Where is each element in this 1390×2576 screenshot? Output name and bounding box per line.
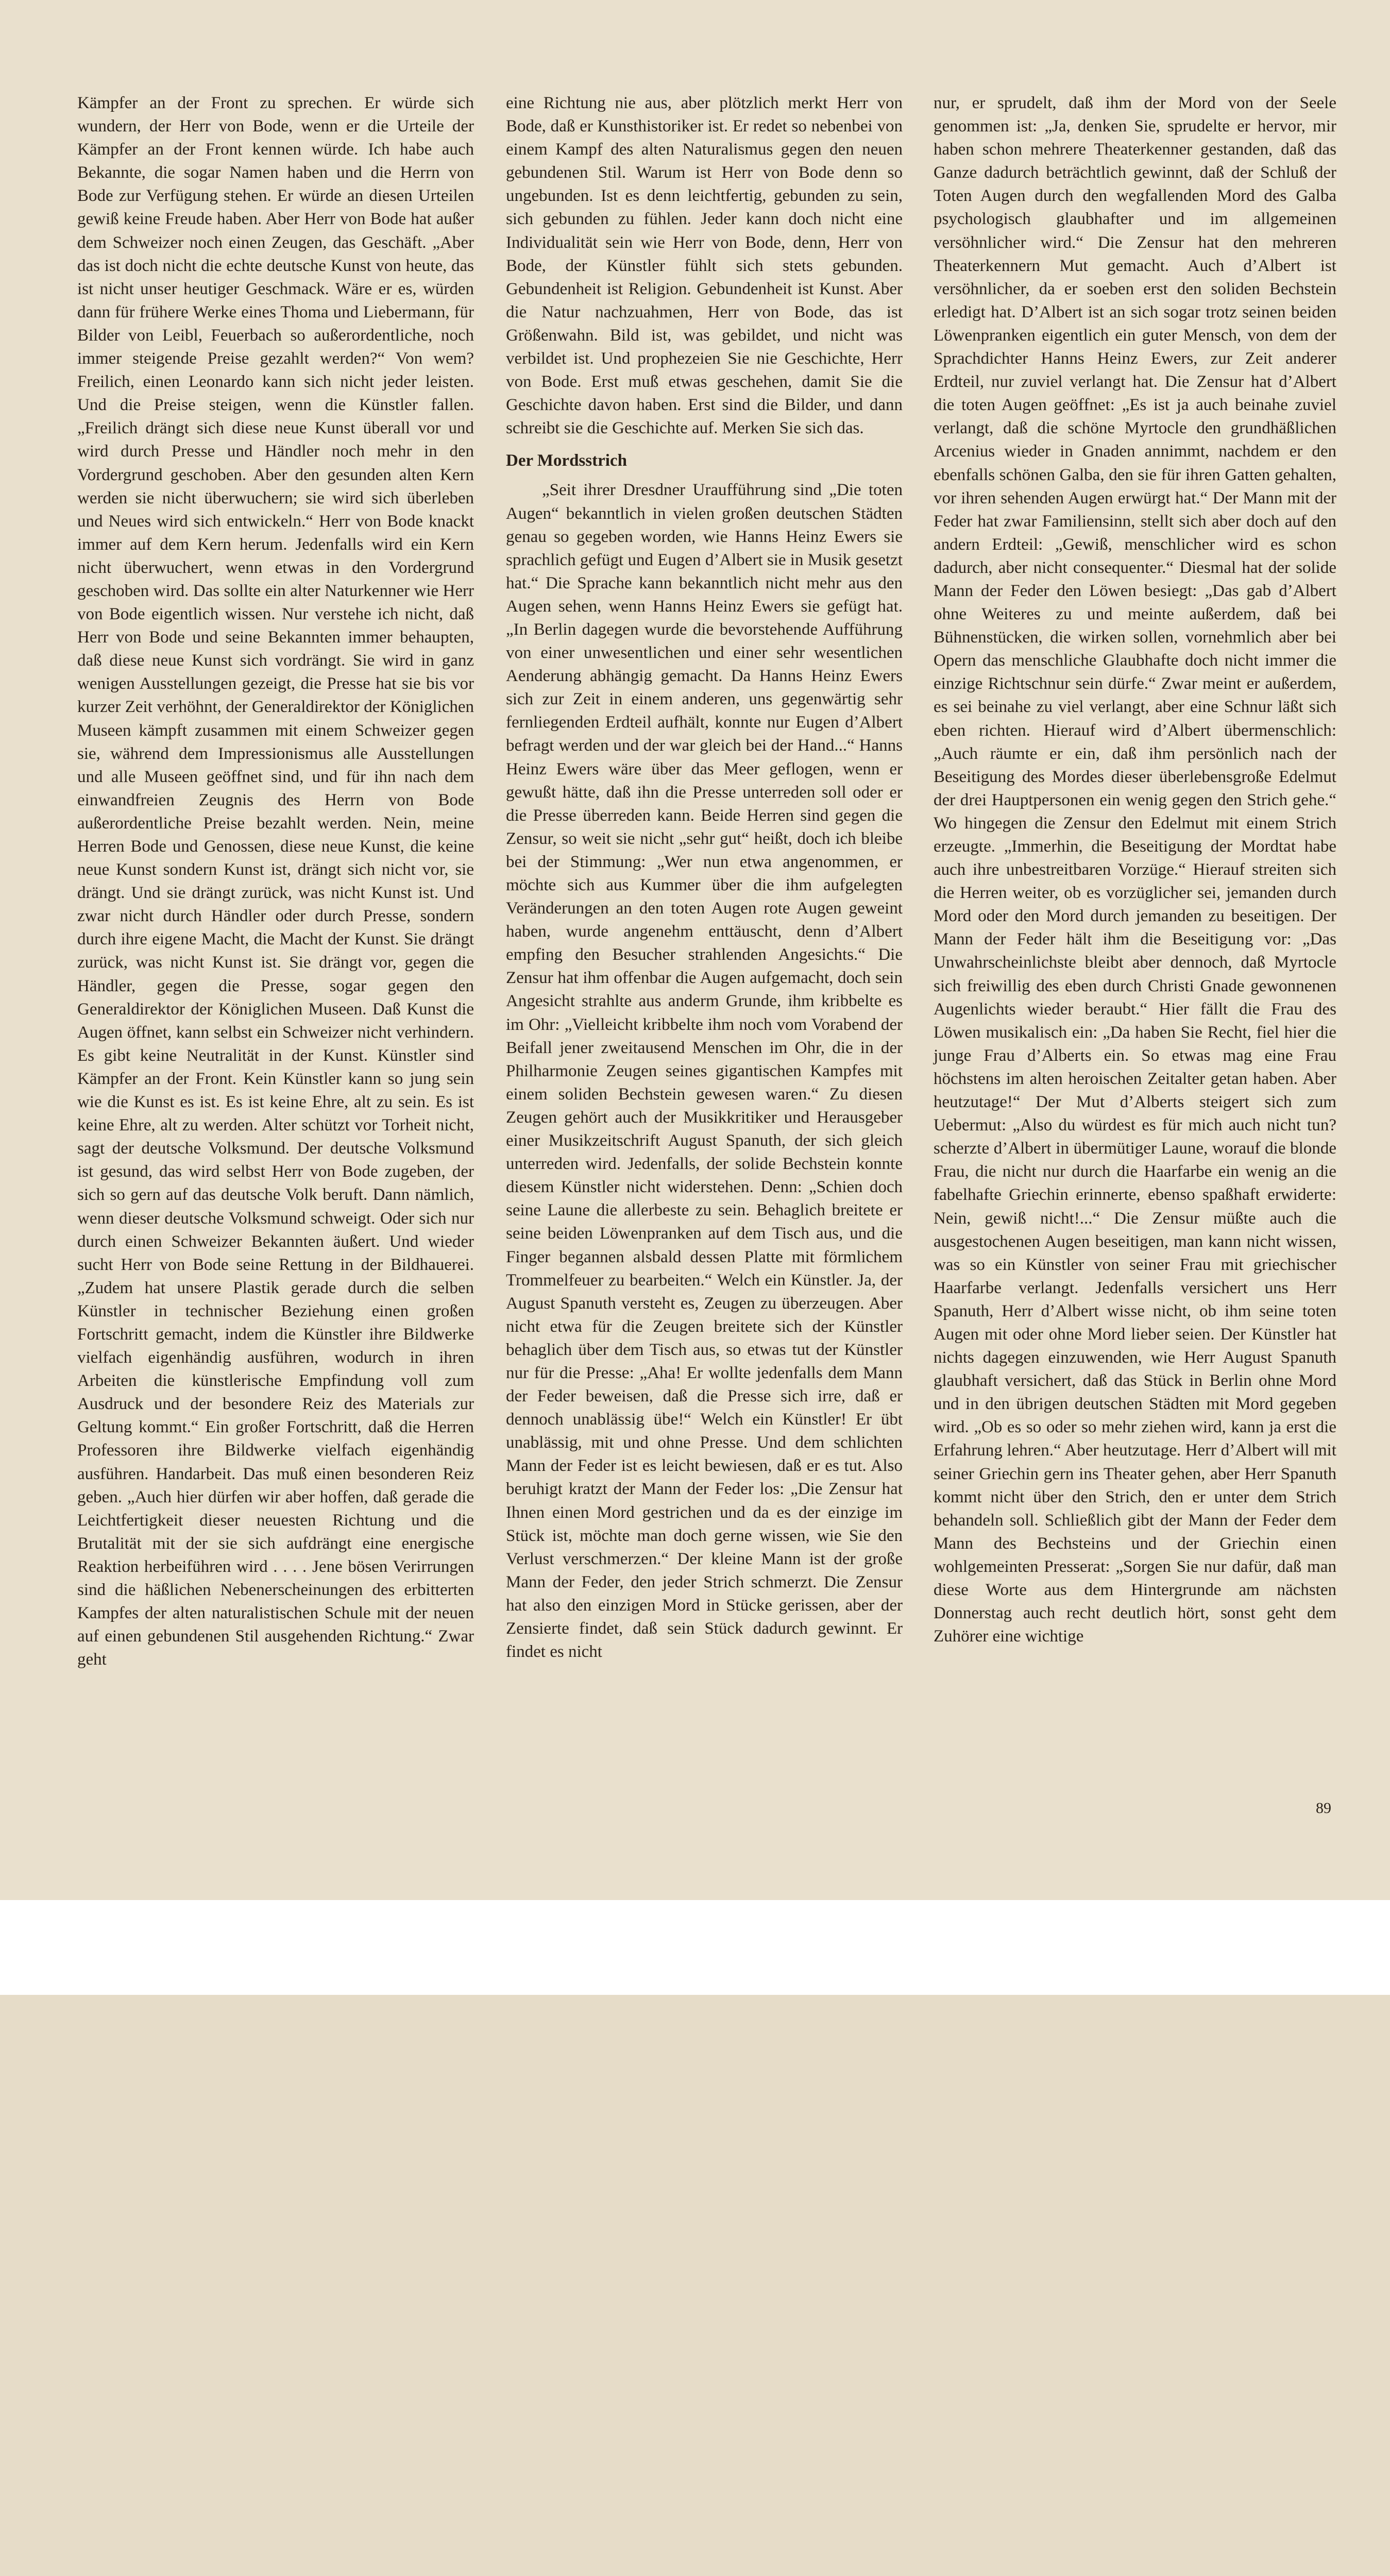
paragraph: Kämpfer an der Front zu sprechen. Er würde sich wundern, der Herr von Bode, wenn er die Urteile der Kämpfer an der Front kennen würde. Ich habe auch Bekannte, die sogar Namen haben und die Herrn von Bode zur Verfügung stehen. Er würde an diesen Urteilen gewiß keine Freude haben. Aber Herr von Bode hat außer dem Schweizer noch einen Zeugen, das Geschäft. „Aber das ist doch nicht die echte deutsche Kunst von heute, das ist nicht unser heutiger Geschmack. Wäre er es, würden dann für frühere Werke eines Thoma und Liebermann, für Bilder von Leibl, Feuerbach so außerordentliche, noch immer steigende Preise gezahlt werden?“ Von wem? Freilich, einen Leonardo kann sich nicht jeder leisten. Und die Preise steigen, wenn die Künstler fallen. „Freilich drängt sich diese neue Kunst überall vor und wird durch Presse und Händler noch mehr in den Vordergrund geschoben. Aber den gesunden alten Kern werden sie nicht überwuchern; sie wird sich überleben und Neues wird sich entwickeln.“ Herr von Bode knackt immer auf dem Kern herum. Jedenfalls wird ein Kern nicht überwuchert, wenn etwas in den Vordergrund geschoben wird. Das sollte ein alter Naturkenner wie Herr von Bode eigentlich wissen. Nur verstehe ich nicht, daß Herr von Bode und seine Bekannten immer behaupten, daß diese neue Kunst sich vordrängt. Sie wird in ganz wenigen Ausstellungen gezeigt, die Presse hat sie bis vor kurzer Zeit verhöhnt, der Generaldirektor der Königlichen Museen kämpft zusammen mit einem Schweizer gegen sie, während dem Impressionismus alle Ausstellungen und alle Museen geöffnet sind, und für ihn nach dem einwandfreien Zeugnis des Herrn von Bode außerordentliche Preise bezahlt werden. Nein, meine Herren Bode und Genossen, diese neue Kunst, die keine neue Kunst sondern Kunst ist, drängt sich nicht vor, sie drängt. Und sie drängt zurück, was nicht Kunst ist. Und zwar nicht durch Händler oder durch Presse, sondern durch ihre eigene Macht, die Macht der Kunst. Sie drängt zurück, was nicht Kunst ist. Sie drängt vor, gegen die Händler, gegen die Presse, sogar gegen den Generaldirektor der Königlichen Museen. Daß Kunst die Augen öffnet, kann selbst ein Schweizer nicht verhindern. Es gibt keine Neutralität in der Kunst. Künstler sind Kämpfer an der Front. Kein Künstler kann so jung sein wie die Kunst es ist. Es ist keine Ehre, alt zu sein. Es ist keine Ehre, alt zu werden. Alter schützt vor Torheit nicht, sagt der deutsche Volksmund. Der deutsche Volksmund ist gesund, das wird selbst Herr von Bode zugeben, der sich so gern auf das deutsche Volk beruft. Dann nämlich, wenn dieser deutsche Volksmund schweigt. Oder sich nur durch einen Schweizer Bekannten äußert. Und wieder sucht Herr von Bode seine Rettung in der Bildhauerei. „Zudem hat unsere Plastik gerade durch die selben Künstler in technischer Beziehung einen großen Fortschritt gemacht, indem die Künstler ihre Bildwerke vielfach eigenhändig ausführen, wodurch in ihren Arbeiten die künstlerische Empfindung voll zum Ausdruck und der besondere Reiz des Materials zur Geltung kommt.“ Ein großer Fortschritt, daß die Herren Professoren ihre Bildwerke vielfach eigenhändig ausführen. Handarbeit. Das muß einen besonderen Reiz geben. „Auch hier dürfen wir aber hoffen, daß gerade die Leichtfertigkeit dieser neuesten Richtung und die Brutalität mit der sie sich aufdrängt eine energische Reaktion herbeiführen wird . . . . Jene bösen Verirrungen sind die häßlichen Nebenerscheinungen des erbitterten Kampfes der alten naturalistischen Schule mit der neuen auf einen gebundenen Stil ausgehenden Richtung.“ Zwar geht	[77, 94, 474, 1669]
text-column-1	[77, 92, 474, 1671]
page-number: 89	[1316, 1800, 1331, 1817]
paragraph: eine Richtung nie aus, aber plötzlich merkt Herr von Bode, daß er Kunsthistoriker ist. Er redet so nebenbei von einem Kampf des alten Naturalismus gegen den neuen gebundenen Stil. Warum ist Herr von Bode denn so ungebunden. Ist es denn leichtfertig, gebunden zu sein, sich gebunden zu fühlen. Jeder kann doch nicht eine Individualität sein wie Herr von Bode, denn, Herr von Bode, der Künstler fühlt sich stets gebunden. Gebundenheit ist Religion. Gebundenheit ist Kunst. Aber die Natur nachzuahmen, Herr von Bode, das ist Größenwahn. Bild ist, was gebildet, und nicht was verbildet ist. Und prophezeien Sie nie Geschichte, Herr von Bode. Erst muß etwas geschehen, damit Sie die Geschichte davon haben. Erst sind die Bilder, und dann schreibt sie die Geschichte auf. Merken Sie sich das.	[506, 94, 903, 438]
paragraph: „Seit ihrer Dresdner Uraufführung sind „Die toten Augen“ bekanntlich in vielen großen deutschen Städten genau so gegeben worden, wie Hanns Heinz Ewers sie sprachlich gefügt und Eugen d’Albert sie in Musik gesetzt hat.“ Die Sprache kann bekanntlich nicht mehr aus den Augen sehen, wenn Hanns Heinz Ewers sie gefügt hat. „In Berlin dagegen wurde die bevorstehende Aufführung von einer unwesentlichen und einer sehr wesentlichen Aenderung abhängig gemacht. Da Hanns Heinz Ewers sich zur Zeit in einem anderen, uns gegenwärtig sehr fernliegenden Erdteil aufhält, konnte nur Eugen d’Albert befragt werden und der war gleich bei der Hand...“ Hanns Heinz Ewers wäre über das Meer geflogen, wenn er gewußt hätte, daß ihn die Presse unterreden soll oder er die Presse überreden kann. Beide Herren sind gegen die Zensur, so weit sie nicht „sehr gut“ heißt, doch ich bleibe bei der Stimmung: „Wer nun etwa angenommen, er möchte sich aus Kummer über die ihm aufgelegten Veränderungen an den toten Augen rote Augen geweint haben, wurde angenehm enttäuscht, denn d’Albert empfing den Besucher strahlenden Angesichts.“ Die Zensur hat ihm offenbar die Augen aufgemacht, doch sein Angesicht strahlte aus anderm Grunde, ihm kribbelte es im Ohr: „Vielleicht kribbelte ihm noch vom Vorabend der Beifall jener zweitausend Menschen im Ohr, die in der Philharmonie Zeugen seines gigantischen Kampfes mit einem soliden Bechstein gewesen waren.“ Zu diesen Zeugen gehört auch der Musikkritiker und Herausgeber einer Musikzeitschrift August Spanuth, der sich gleich unterreden wird. Jedenfalls, der solide Bechstein konnte diesem Künstler nicht widerstehen. Denn: „Schien doch seine Laune die allerbeste zu sein. Behaglich breitete er seine beiden Löwenpranken auf dem Tisch aus, und die Finger begannen alsbald dessen Platte mit förmlichem Trommelfeuer zu bearbeiten.“ Welch ein Künstler. Ja, der August Spanuth versteht es, Zeugen zu überzeugen. Aber nicht etwa für die Zeugen breitete sich der Künstler behaglich über dem Tisch aus, so etwas tut der Künstler nur für die Presse: „Aha! Er wollte jedenfalls dem Mann der Feder beweisen, daß die Presse sich irre, daß er dennoch unablässig übe!“ Welch ein Künstler! Er übt unablässig, mit und ohne Presse. Und dem schlichten Mann der Feder ist es leicht bewiesen, daß er es tut. Also beruhigt kratzt der Mann der Feder los: „Die Zensur hat Ihnen einen Mord gestrichen und da es der einzige im Stück ist, möchte man doch gerne wissen, wie Sie den Verlust verschmerzen.“ Der kleine Mann ist der große Mann der Feder, den jeder Strich schmerzt. Die Zensur hat also den einzigen Mord in Stücke gerissen, aber der Zensierte findet, daß sein Stück dadurch gewinnt. Er findet es nicht	[506, 481, 903, 1662]
text-column-2	[506, 92, 903, 1664]
footer-bar	[0, 1900, 1390, 1995]
section-heading: Der Mordsstrich	[506, 451, 627, 470]
paragraph: nur, er sprudelt, daß ihm der Mord von der Seele genommen ist: „Ja, denken Sie, sprudelte er hervor, mir haben schon mehrere Theaterkenner gestanden, daß das Ganze dadurch beträchtlich gewinnt, daß der Schluß der Toten Augen durch den wegfallenden Mord des Galba psychologisch glaubhafter und im allgemeinen versöhnlicher wird.“ Die Zensur hat den mehreren Theaterkennern Mut gemacht. Auch d’Albert ist versöhnlicher, da er soeben erst den soliden Bechstein erledigt hat. D’Albert ist an sich sogar trotz seinen beiden Löwenpranken eigentlich ein guter Mensch, von dem der Sprachdichter Hanns Heinz Ewers, zur Zeit anderer Erdteil, nur zuviel verlangt hat. Die Zensur hat d’Albert die toten Augen geöffnet: „Es ist ja auch beinahe zuviel verlangt, daß die schöne Myrtocle den grundhäßlichen Arcenius wieder in Gnaden annimmt, nachdem er den ebenfalls schönen Galba, den sie für ihren Gatten gehalten, vor ihren sehenden Augen erwürgt hat.“ Der Mann mit der Feder hat zwar Familiensinn, stellt sich aber doch auf den andern Erdteil: „Gewiß, menschlicher wird es schon dadurch, aber nicht consequenter.“ Diesmal hat der solide Mann der Feder den Löwen besiegt: „Das gab d’Albert ohne Weiteres zu und meinte außerdem, daß bei Bühnenstücken, die wirken sollen, vornehmlich aber bei Opern das menschliche Glaubhafte doch nicht immer die einzige Richtschnur sein dürfe.“ Zwar meint er außerdem, es sei beinahe zu viel verlangt, aber eine Schnur läßt sich eben richten. Hierauf wird d’Albert übermenschlich: „Auch räumte er ein, daß ihm persönlich nach der Beseitigung des Mordes dieser überlebensgroße Edelmut der drei Hauptpersonen ein wenig gegen den Strich gehe.“ Wo hingegen die Zensur den Edelmut mit einem Strich erzeugte. „Immerhin, die Beseitigung der Mordtat habe auch ihre unbestreitbaren Vorzüge.“ Hierauf streiten sich die Herren weiter, ob es vorzüglicher sei, jemanden durch Mord oder den Mord durch jemanden zu beseitigen. Der Mann der Feder hält ihm die Beseitigung vor: „Das Unwahrscheinlichste bleibt aber dennoch, daß Myrtocle sich freiwillig des eben durch Christi Gnade gewonnenen Augenlichts wieder beraubt.“ Hier fällt die Frau des Löwen musikalisch ein: „Da haben Sie Recht, fiel hier die junge Frau d’Alberts ein. So etwas mag eine Frau höchstens im alten heroischen Zeitalter getan haben. Aber heutzutage!“ Der Mut d’Alberts steigert sich zum Uebermut: „Also du würdest es für mich auch nicht tun? scherzte d’Albert in übermütiger Laune, worauf die blonde Frau, die nicht nur durch die Haarfarbe ein wenig an die fabelhafte Griechin erinnerte, ebenso spaßhaft erwiderte: Nein, gewiß nicht!...“ Die Zensur müßte auch die ausgestochenen Augen beseitigen, man kann nicht wissen, was so ein Künstler von seiner Frau mit griechischer Haarfarbe verlangt. Jedenfalls versichert uns Herr Spanuth, Herr d’Albert wisse nicht, ob ihm seine toten Augen mit oder ohne Mord lieber seien. Der Künstler hat nichts dagegen einzuwenden, wie Herr August Spanuth glaubhaft versichert, daß das Stück in Berlin ohne Mord und in den übrigen deutschen Städten mit Mord gegeben wird. „Ob es so oder so mehr ziehen wird, kann ja erst die Erfahrung lehren.“ Aber heutzutage. Herr d’Albert will mit seiner Griechin gern ins Theater gehen, aber Herr Spanuth kommt nicht über den Strich, den er unter dem Strich behandeln soll. Schließlich gibt der Mann der Feder dem Mann des Bechsteins und der Griechin einen wohlgemeinten Presserat: „Sorgen Sie nur dafür, daß man diese Worte aus dem Hintergrunde am nächsten Donnerstag auch recht deutlich hört, sonst geht dem Zuhörer eine wichtige	[934, 94, 1336, 1646]
text-column-3	[934, 92, 1336, 1648]
